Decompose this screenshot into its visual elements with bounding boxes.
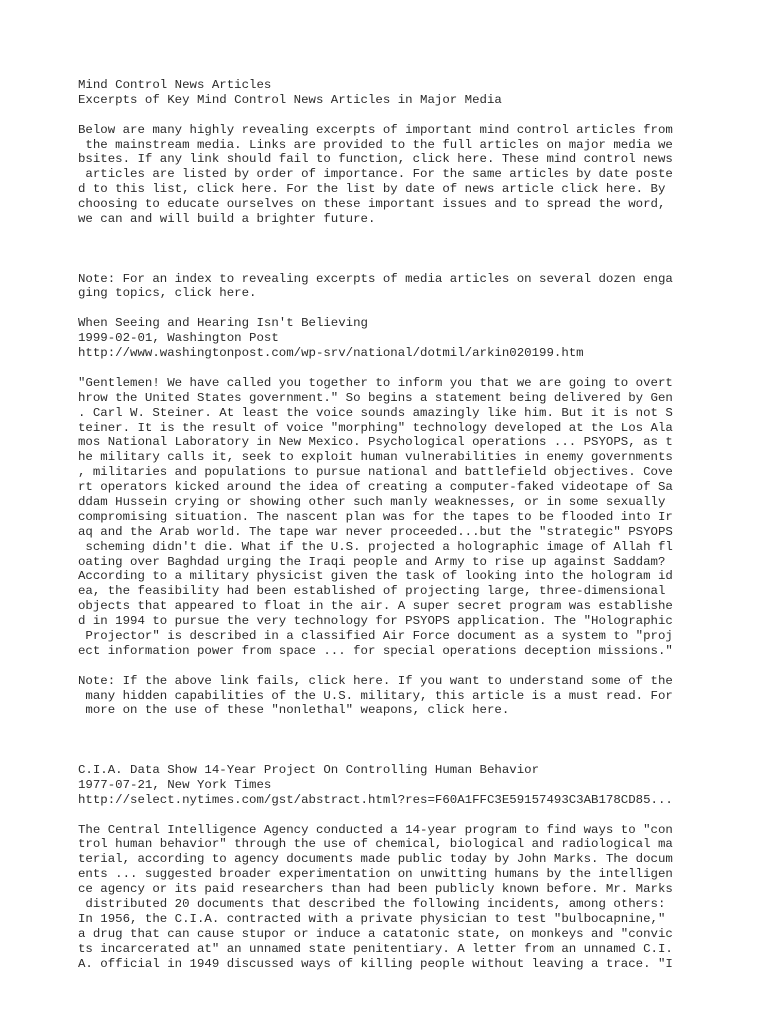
intro-line: the mainstream media. Links are provided to the full articles on major media we <box>78 137 673 152</box>
intro-line: d to this list, click here. For the list by date of news article click here. By <box>78 182 666 197</box>
article-note <box>78 674 698 719</box>
note-line: many hidden capabilities of the U.S. military, this article is a must read. For <box>78 688 673 703</box>
excerpt-line: , militaries and populations to pursue national and battlefield objectives. Cove <box>78 465 673 480</box>
document-page <box>78 78 698 971</box>
excerpt-line: ce agency or its paid researchers than had been publicly known before. Mr. Marks <box>78 882 673 897</box>
excerpt-line: ents ... suggested broader experimentation on unwitting humans by the intelligen <box>78 867 673 882</box>
excerpt-line: According to a military physicist given the task of looking into the hologram id <box>78 569 673 584</box>
document-subtitle: Excerpts of Key Mind Control News Articles in Major Media <box>78 92 502 107</box>
article-2 <box>78 763 698 971</box>
article-excerpt <box>78 376 698 659</box>
excerpt-line: distributed 20 documents that described the following incidents, among others: <box>78 897 666 912</box>
article-dateline: 1999-02-01, Washington Post <box>78 331 279 346</box>
intro-line: we can and will build a brighter future. <box>78 212 376 227</box>
excerpt-line: objects that appeared to float in the air. A super secret program was establishe <box>78 599 673 614</box>
excerpt-line: teiner. It is the result of voice "morphing" technology developed at the Los Ala <box>78 420 673 435</box>
excerpt-line: ts incarcerated at" an unnamed state penitentiary. A letter from an unnamed C.I. <box>78 941 673 956</box>
excerpt-line: a drug that can cause stupor or induce a catatonic state, on monkeys and "convic <box>78 926 673 941</box>
excerpt-line: he military calls it, seek to exploit human vulnerabilities in enemy governments <box>78 450 673 465</box>
index-note-line: Note: For an index to revealing excerpts of media articles on several dozen enga <box>78 271 673 286</box>
excerpt-line: ect information power from space ... for special operations deception missions." <box>78 643 673 658</box>
intro-line: Below are many highly revealing excerpts of important mind control articles from <box>78 122 673 137</box>
intro-paragraph <box>78 123 698 227</box>
article-1 <box>78 316 698 718</box>
excerpt-line: trol human behavior" through the use of chemical, biological and radiological ma <box>78 837 673 852</box>
excerpt-line: "Gentlemen! We have called you together to inform you that we are going to overt <box>78 375 673 390</box>
excerpt-line: ea, the feasibility had been established of projecting large, three-dimensional <box>78 584 666 599</box>
excerpt-line: oating over Baghdad urging the Iraqi people and Army to rise up against Saddam? <box>78 554 666 569</box>
index-note-line: ging topics, click here. <box>78 286 257 301</box>
excerpt-line: ddam Hussein crying or showing other such manly weaknesses, or in some sexually <box>78 494 666 509</box>
excerpt-line: In 1956, the C.I.A. contracted with a private physician to test "bulbocapnine," <box>78 911 666 926</box>
excerpt-line: terial, according to agency documents made public today by John Marks. The docum <box>78 852 673 867</box>
excerpt-line: scheming didn't die. What if the U.S. projected a holographic image of Allah fl <box>78 539 673 554</box>
intro-line: choosing to educate ourselves on these important issues and to spread the word, <box>78 197 666 212</box>
article-excerpt <box>78 823 698 972</box>
excerpt-line: rt operators kicked around the idea of creating a computer-faked videotape of Sa <box>78 480 673 495</box>
article-headline: When Seeing and Hearing Isn't Believing <box>78 316 368 331</box>
article-url[interactable]: http://select.nytimes.com/gst/abstract.html?res=F60A1FFC3E59157493C3AB178CD85... <box>78 792 673 807</box>
article-url[interactable]: http://www.washingtonpost.com/wp-srv/national/dotmil/arkin020199.htm <box>78 346 584 361</box>
intro-line: articles are listed by order of importance. For the same articles by date poste <box>78 167 673 182</box>
excerpt-line: Projector" is described in a classified Air Force document as a system to "proj <box>78 628 673 643</box>
excerpt-line: aq and the Arab world. The tape war never proceeded...but the "strategic" PSYOPS <box>78 524 673 539</box>
article-headline: C.I.A. Data Show 14-Year Project On Controlling Human Behavior <box>78 763 540 777</box>
excerpt-line: mos National Laboratory in New Mexico. Psychological operations ... PSYOPS, as t <box>78 435 673 450</box>
index-note <box>78 272 698 302</box>
note-line: more on the use of these "nonlethal" weapons, click here. <box>78 703 510 718</box>
excerpt-line: A. official in 1949 discussed ways of killing people without leaving a trace. "I <box>78 956 673 971</box>
article-dateline: 1977-07-21, New York Times <box>78 777 272 792</box>
excerpt-line: d in 1994 to pursue the very technology for PSYOPS application. The "Holographic <box>78 614 673 629</box>
document-title: Mind Control News Articles <box>78 78 272 92</box>
excerpt-line: The Central Intelligence Agency conducted a 14-year program to find ways to "con <box>78 822 673 837</box>
excerpt-line: . Carl W. Steiner. At least the voice sounds amazingly like him. But it is not S <box>78 405 673 420</box>
intro-line: bsites. If any link should fail to function, click here. These mind control news <box>78 152 673 167</box>
excerpt-line: compromising situation. The nascent plan was for the tapes to be flooded into Ir <box>78 509 673 524</box>
excerpt-line: hrow the United States government." So begins a statement being delivered by Gen <box>78 390 673 405</box>
note-line: Note: If the above link fails, click here. If you want to understand some of the <box>78 673 673 688</box>
